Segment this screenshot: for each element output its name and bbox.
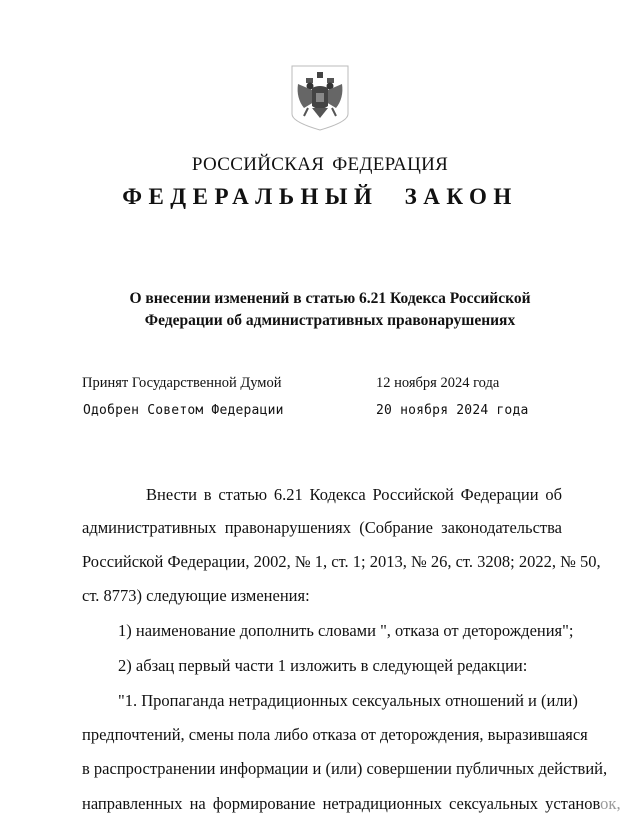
approved-by-council-label: Одобрен Советом Федерации (83, 403, 284, 418)
body-line: ст. 8773) следующие изменения: (82, 586, 310, 605)
law-title-line: Федерации об административных правонарушениях (144, 312, 516, 329)
country-heading: РОССИЙСКАЯ ФЕДЕРАЦИЯ (191, 154, 449, 175)
body-line: "1. Пропаганда нетрадиционных сексуальных отношений и (или) (118, 691, 578, 710)
adopted-by-duma-label: Принят Государственной Думой (82, 375, 282, 391)
body-line: Российской Федерации, 2002, № 1, ст. 1; 2013, № 26, ст. 3208; 2022, № 50, (82, 552, 601, 571)
body-line: предпочтений, смены пола либо отказа от деторождения, выразившаяся (82, 725, 588, 744)
body-list-item: 1) наименование дополнить словами ", отказа от деторождения"; (118, 621, 574, 640)
law-title (100, 288, 560, 332)
body-list-item: 2) абзац первый части 1 изложить в следующей редакции: (118, 656, 528, 675)
law-title-line: О внесении изменений в статью 6.21 Кодекса Российской (129, 290, 531, 307)
body-line (82, 794, 621, 814)
body-line: административных правонарушениях (Собрание законодательства (82, 518, 562, 537)
adopted-by-duma-date: 12 ноября 2024 года (376, 375, 500, 391)
approved-by-council-date: 20 ноября 2024 года (376, 403, 529, 418)
body-line-faded-tail: ок, (600, 794, 621, 813)
document-type-heading: ФЕДЕРАЛЬНЫЙ ЗАКОН (122, 184, 518, 209)
body-line: Внести в статью 6.21 Кодекса Российской Федерации об (146, 485, 562, 504)
coat-of-arms-icon (288, 62, 352, 132)
body-line: в распространении информации и (или) совершении публичных действий, (82, 759, 608, 778)
body-line-text: направленных на формирование нетрадиционных сексуальных установ (82, 794, 601, 813)
